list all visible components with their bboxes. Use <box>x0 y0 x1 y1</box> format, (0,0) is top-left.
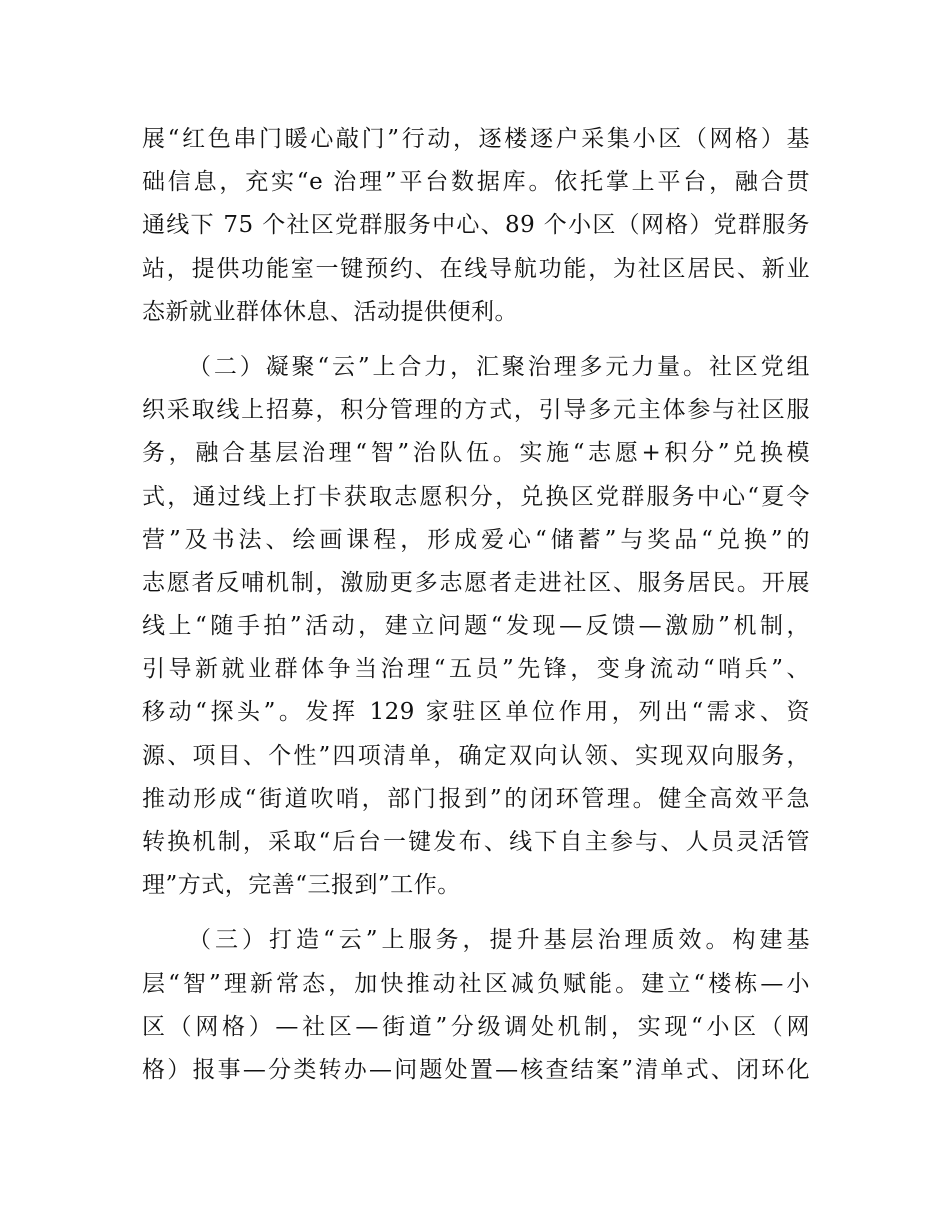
text-line: 志愿者反哺机制，激励更多志愿者走进社区、服务居民。开展 <box>142 569 810 596</box>
text-line: 展“红色串门暖心敲门”行动，逐楼逐户采集小区（网格）基 <box>142 126 810 152</box>
text-line: 织采取线上招募，积分管理的方式，引导多元主体参与社区服 <box>142 397 810 424</box>
paragraph-3 <box>142 919 810 1092</box>
paragraph-spacer <box>142 334 810 346</box>
text-line: 通线下 75 个社区党群服务中心、89 个小区（网格）党群服务 <box>142 212 810 239</box>
paragraph-spacer <box>142 907 810 919</box>
text-line: 务，融合基层治理“智”治队伍。实施“志愿+积分”兑换模 <box>142 440 810 467</box>
text-line: 础信息，充实“e 治理”平台数据库。依托掌上平台，融合贯 <box>142 169 810 196</box>
text-line: 式，通过线上打卡获取志愿积分，兑换区党群服务中心“夏令 <box>142 483 810 510</box>
text-line: 格）报事—分类转办—问题处置—核查结案”清单式、闭环化 <box>142 1056 810 1083</box>
paragraph-1 <box>142 118 810 334</box>
paragraph-heading-line: （三）打造“云”上服务，提升基层治理质效。构建基 <box>188 927 810 954</box>
text-line: 线上“随手拍”活动，建立问题“发现—反馈—激励”机制， <box>142 613 810 640</box>
text-line: 站，提供功能室一键预约、在线导航功能，为社区居民、新业 <box>142 255 810 282</box>
text-line: 区（网格）—社区—街道”分级调处机制，实现“小区（网 <box>142 1013 810 1040</box>
text-line: 引导新就业群体争当治理“五员”先锋，变身流动“哨兵”、 <box>142 656 810 683</box>
text-line: 推动形成“街道吹哨，部门报到”的闭环管理。健全高效平急 <box>142 785 810 812</box>
text-line: 营”及书法、绘画课程，形成爱心“储蓄”与奖品“兑换”的 <box>142 526 810 553</box>
text-line: 移动“探头”。发挥 129 家驻区单位作用，列出“需求、资 <box>142 699 810 726</box>
paragraph-heading-line: （二）凝聚“云”上合力，汇聚治理多元力量。社区党组 <box>188 353 810 380</box>
text-line: 层“智”理新常态，加快推动社区减负赋能。建立“楼栋—小 <box>142 970 810 997</box>
paragraph-2 <box>142 346 810 907</box>
text-line: 态新就业群体休息、活动提供便利。 <box>142 298 518 325</box>
text-line: 转换机制，采取“后台一键发布、线下自主参与、人员灵活管 <box>142 829 810 855</box>
text-line: 源、项目、个性”四项清单，确定双向认领、实现双向服务， <box>142 742 810 769</box>
document-body <box>142 118 810 1092</box>
text-line: 理”方式，完善“三报到”工作。 <box>142 872 461 899</box>
